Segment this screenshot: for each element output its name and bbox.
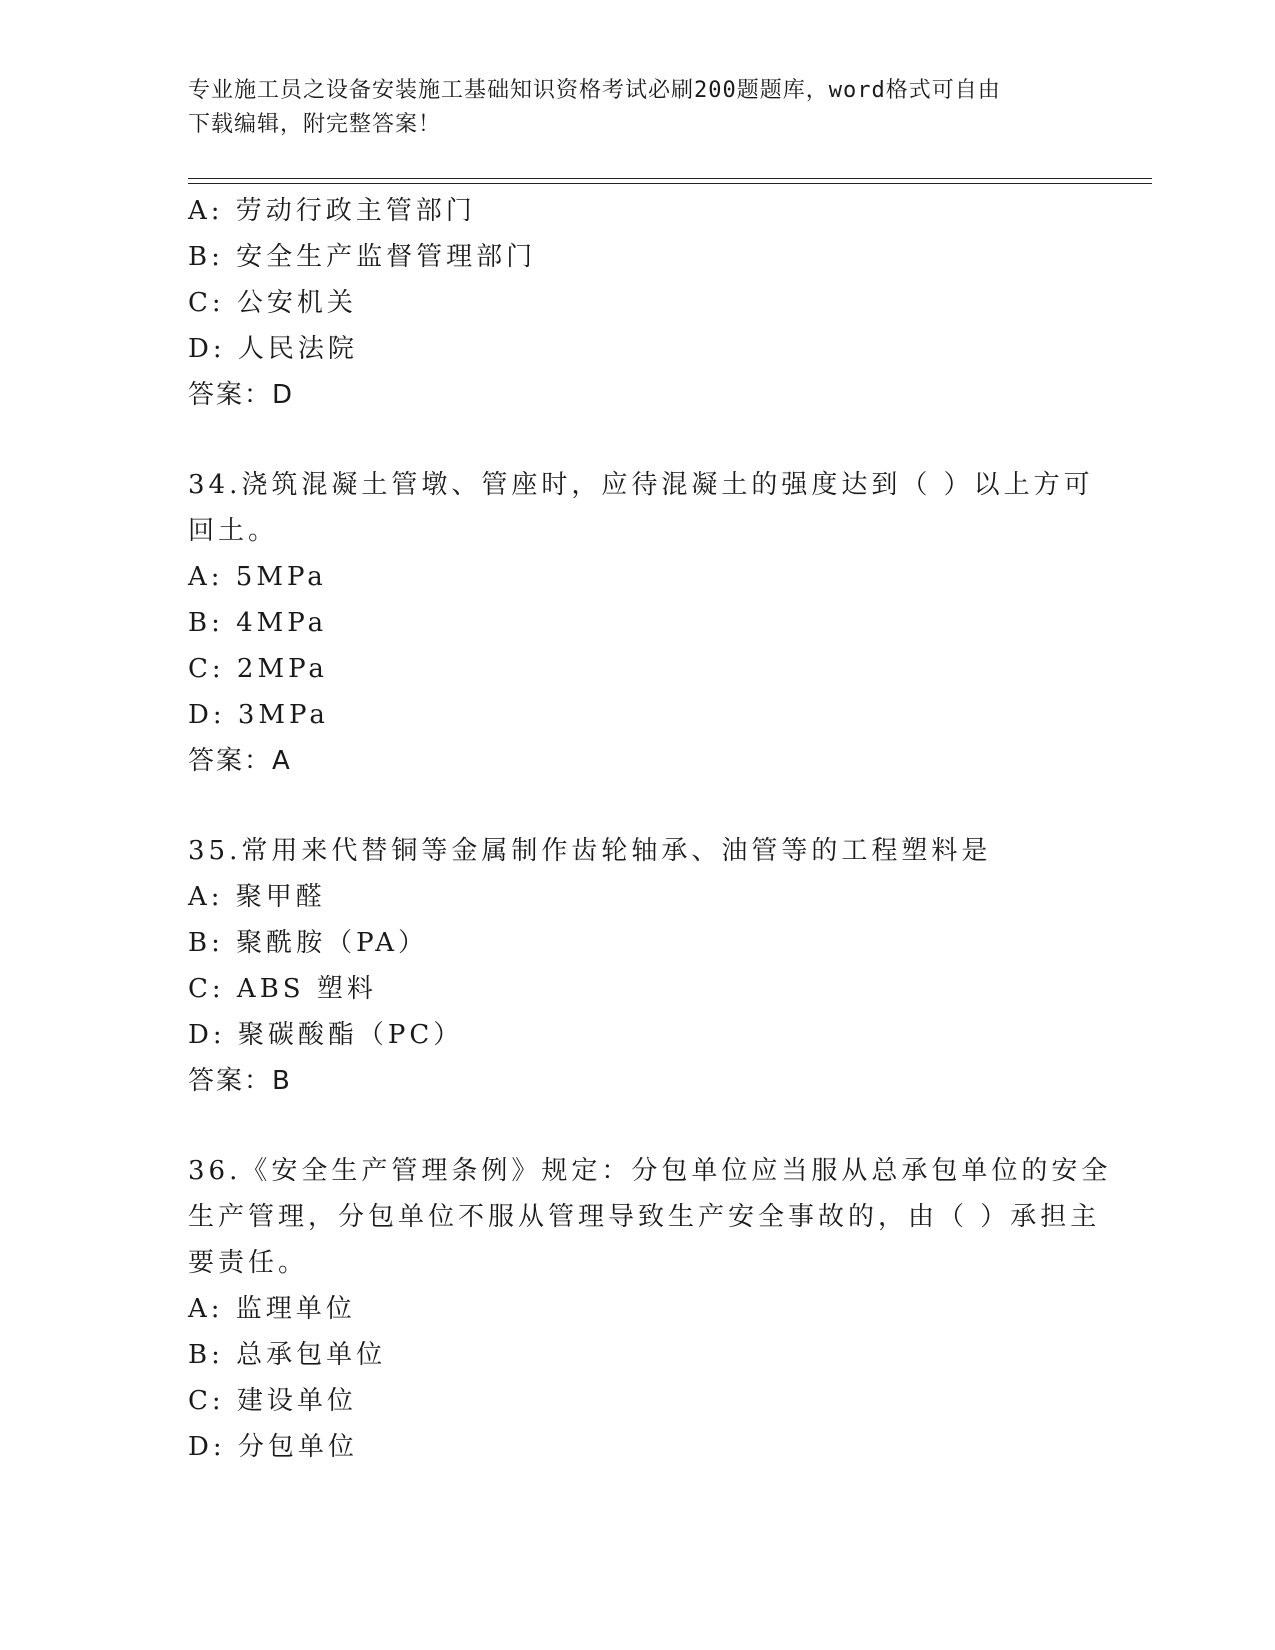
option-c: C: ABS 塑料 — [188, 974, 377, 1004]
option-b: B: 安全生产监督管理部门 — [188, 242, 537, 272]
question-stem-line: 要责任。 — [188, 1248, 309, 1278]
question-stem-line: 回土。 — [188, 516, 279, 546]
header-divider-top — [188, 178, 1152, 179]
option-c: C: 建设单位 — [188, 1386, 357, 1416]
option-d: D: 分包单位 — [188, 1432, 358, 1462]
question-34 — [188, 462, 1094, 784]
question-stem-line: 34.浇筑混凝土管墩、管座时，应待混凝土的强度达到（ ）以上方可 — [188, 470, 1094, 500]
option-c: C: 2MPa — [188, 654, 328, 684]
header-line-2: 下载编辑，附完整答案！ — [188, 112, 442, 137]
option-d: D: 聚碳酸酯（PC） — [188, 1020, 464, 1050]
option-b: B: 聚酰胺（PA） — [188, 928, 429, 958]
header-divider-bottom — [188, 183, 1152, 184]
question-35 — [188, 828, 1088, 1104]
option-c: C: 公安机关 — [188, 288, 357, 318]
option-b: B: 总承包单位 — [188, 1340, 387, 1370]
document-header — [188, 74, 1068, 142]
option-a: A: 5MPa — [188, 562, 327, 592]
option-a: A: 劳动行政主管部门 — [188, 196, 476, 226]
question-36 — [188, 1148, 1112, 1470]
question-list — [188, 188, 1112, 1470]
question-stem-line: 生产管理，分包单位不服从管理导致生产安全事故的，由（ ）承担主 — [188, 1202, 1101, 1232]
option-a: A: 聚甲醛 — [188, 882, 326, 912]
option-d: D: 3MPa — [188, 700, 329, 730]
option-a: A: 监理单位 — [188, 1294, 356, 1324]
question-33 — [188, 188, 1088, 418]
answer-line: 答案：D — [188, 380, 295, 410]
answer-line: 答案：A — [188, 746, 292, 776]
option-d: D: 人民法院 — [188, 334, 358, 364]
header-line-1: 专业施工员之设备安装施工基础知识资格考试必刷200题题库，word格式可自由 — [188, 78, 1001, 103]
question-stem-line: 36.《安全生产管理条例》规定：分包单位应当服从总承包单位的安全 — [188, 1156, 1112, 1186]
answer-line: 答案：B — [188, 1066, 292, 1096]
question-stem-line: 35.常用来代替铜等金属制作齿轮轴承、油管等的工程塑料是 — [188, 836, 992, 866]
option-b: B: 4MPa — [188, 608, 328, 638]
